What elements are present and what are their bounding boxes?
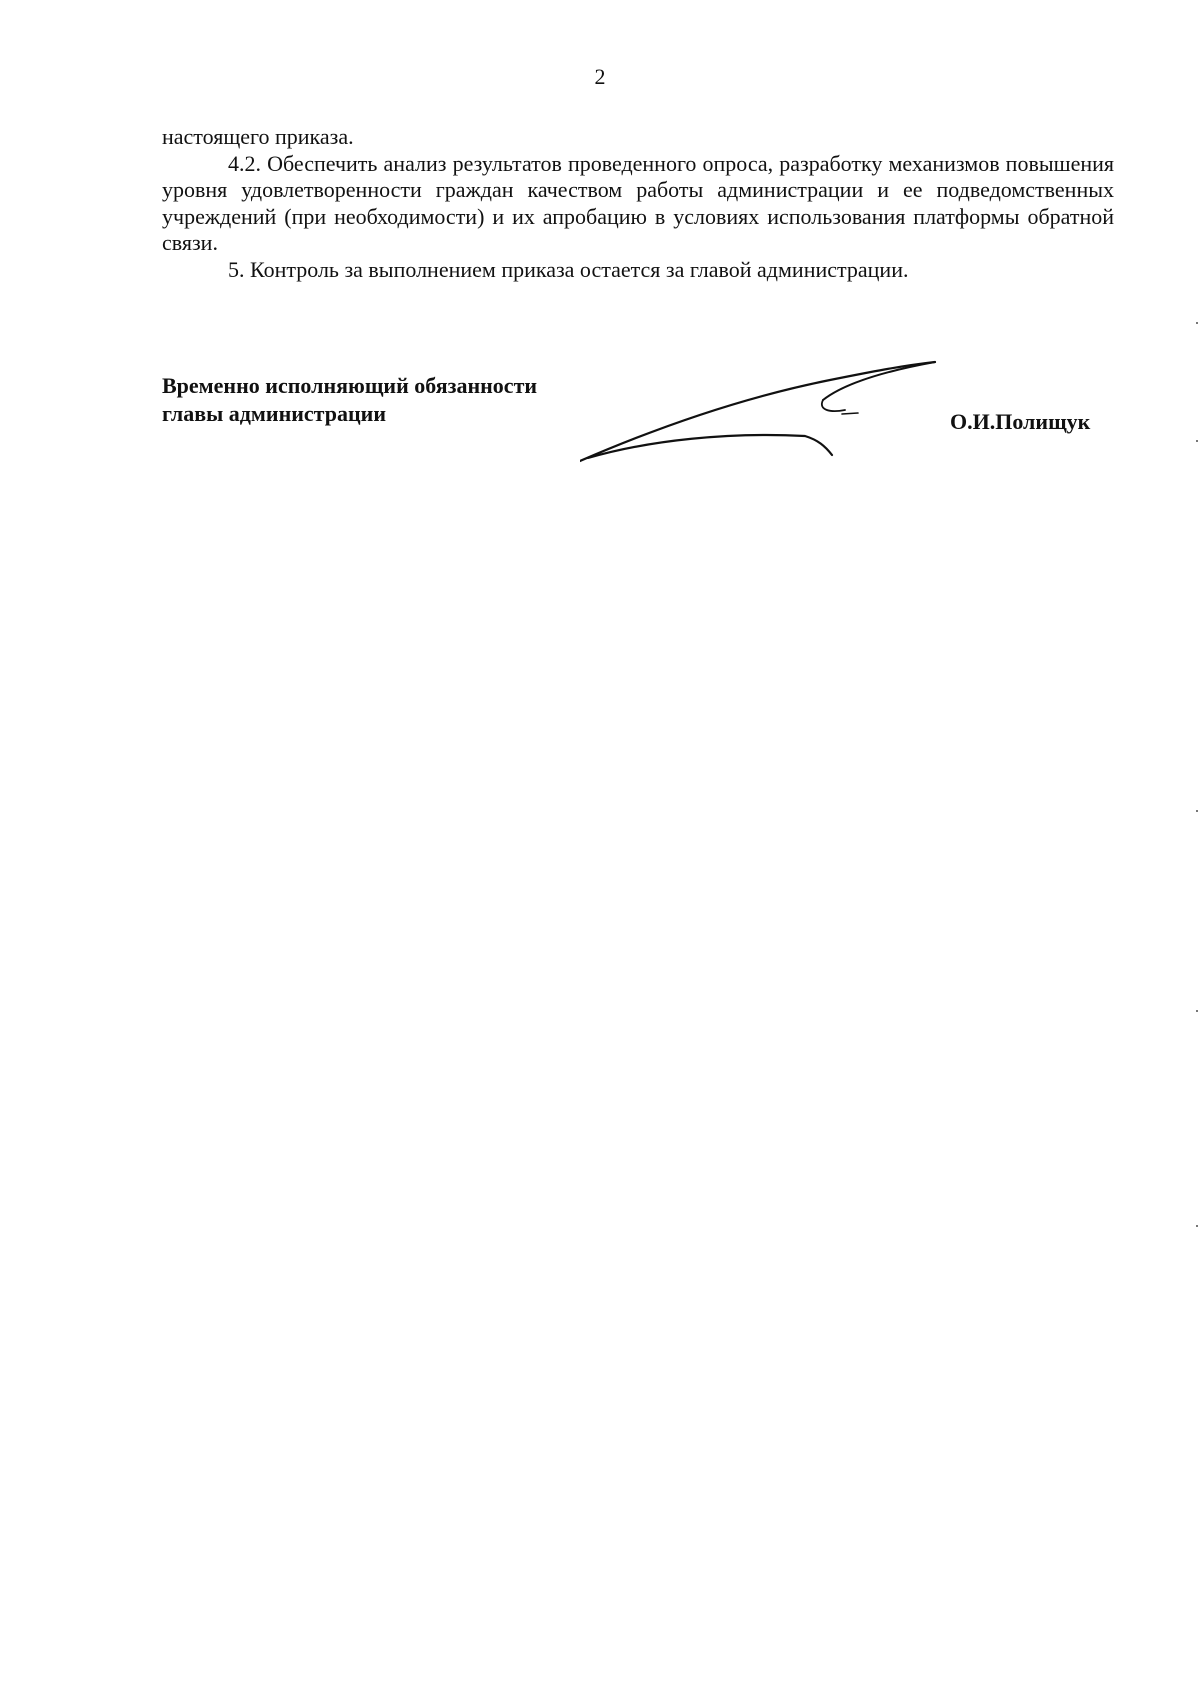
document-body bbox=[162, 124, 1114, 283]
scan-edge-mark bbox=[1196, 1010, 1198, 1012]
handwritten-signature bbox=[580, 340, 980, 470]
scan-edge-mark bbox=[1196, 322, 1198, 324]
paragraph-continuation: настоящего приказа. bbox=[162, 124, 354, 149]
paragraph-5: 5. Контроль за выполнением приказа остается за главой администрации. bbox=[228, 256, 909, 282]
scan-edge-mark bbox=[1196, 440, 1198, 442]
signatory-title-line2: главы администрации bbox=[162, 401, 387, 426]
paragraph-4-2: 4.2. Обеспечить анализ результатов проведенного опроса, разработку механизмов повышения уровня удовлетворенности граждан качеством работы администрации и ее подведомственных учреждений (при необходимости) и их апробацию в условиях использования платформы обратной связи. bbox=[162, 150, 1114, 255]
signer-name: О.И.Полищук bbox=[950, 409, 1091, 434]
scan-edge-mark bbox=[1196, 810, 1198, 812]
scan-edge-mark bbox=[1196, 1225, 1198, 1227]
page-number: 2 bbox=[594, 64, 606, 89]
signatory-title bbox=[162, 372, 642, 428]
signatory-title-line1: Временно исполняющий обязанности bbox=[162, 373, 538, 398]
